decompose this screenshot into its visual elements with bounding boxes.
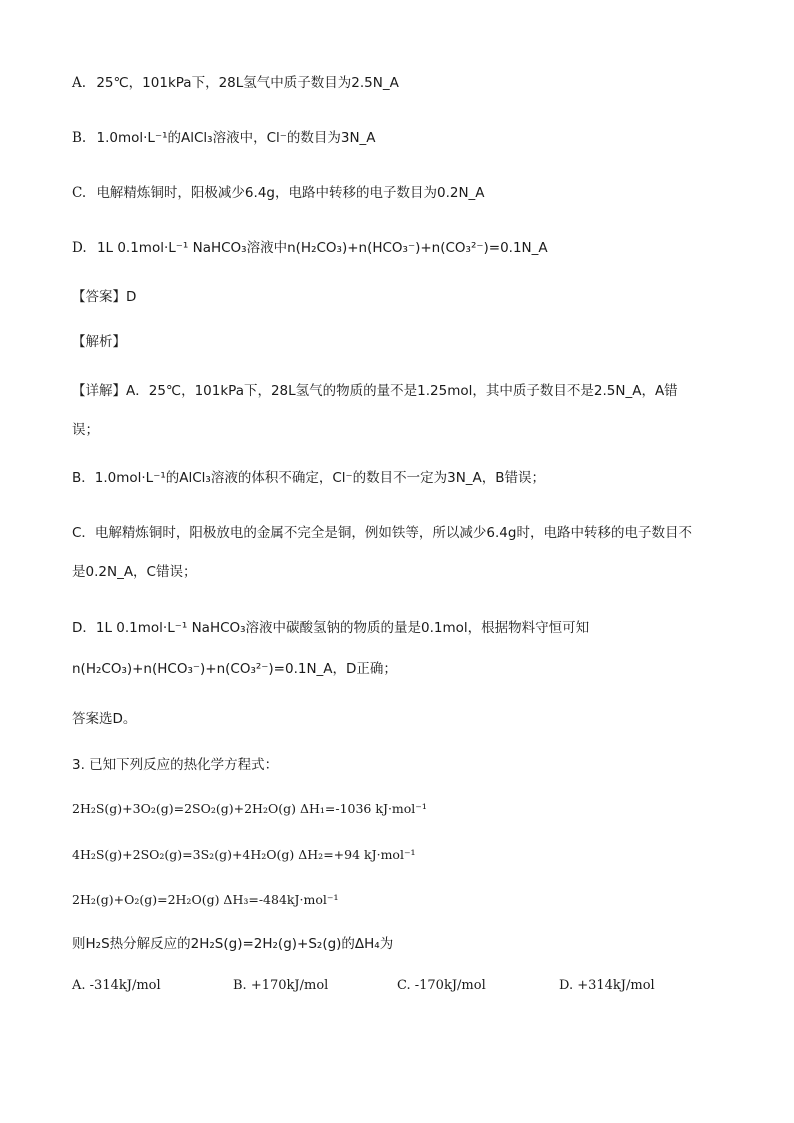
question3-choices	[72, 978, 712, 998]
detail-c-line1: C．电解精炼铜时，阳极放电的金属不完全是铜，例如铁等，所以减少6.4g时，电路中转移的电子数目不	[72, 525, 692, 541]
detail-a-line1: 【详解】A．25℃，101kPa下，28L氢气的物质的量不是1.25mol，其中质子数目不是2.5N_A，A错	[72, 383, 678, 399]
question3-ask: 则H₂S热分解反应的2H₂S(g)=2H₂(g)+S₂(g)的ΔH₄为	[72, 936, 394, 952]
detail-d-line1: D．1L 0.1mol·L⁻¹ NaHCO₃溶液中碳酸氢钠的物质的量是0.1mol，根据物料守恒可知	[72, 620, 590, 636]
detail-c-line2: 是0.2N_A，C错误；	[72, 564, 197, 580]
option-d-label: D.	[72, 240, 87, 256]
conclusion: 答案选D。	[72, 711, 137, 727]
option-c-label: C.	[72, 185, 87, 201]
equation-3: 2H₂(g)+O₂(g)=2H₂O(g) ΔH₃=-484kJ·mol⁻¹	[72, 892, 339, 907]
option-c	[72, 183, 734, 203]
detail-b: B．1.0mol·L⁻¹的AlCl₃溶液的体积不确定，Cl⁻的数目不一定为3N_A，B错误；	[72, 470, 546, 486]
detail-a-line2: 误；	[72, 422, 99, 438]
equation-1: 2H₂S(g)+3O₂(g)=2SO₂(g)+2H₂O(g) ΔH₁=-1036 kJ·mol⁻¹	[72, 801, 427, 816]
option-b	[72, 128, 734, 148]
option-a-label: A.	[72, 75, 87, 91]
choice-a: A. -314kJ/mol	[72, 978, 161, 993]
choice-d: D. +314kJ/mol	[559, 978, 655, 993]
option-b-text: 1.0mol·L⁻¹的AlCl₃溶液中，Cl⁻的数目为3N_A	[96, 130, 376, 146]
option-a-text: 25℃，101kPa下，28L氢气中质子数目为2.5N_A	[96, 75, 399, 91]
option-c-text: 电解精炼铜时，阳极减少6.4g，电路中转移的电子数目为0.2N_A	[96, 185, 485, 201]
option-d	[72, 238, 734, 258]
equation-2: 4H₂S(g)+2SO₂(g)=3S₂(g)+4H₂O(g) ΔH₂=+94 kJ·mol⁻¹	[72, 847, 416, 862]
analysis-heading: 【解析】	[72, 334, 126, 350]
choice-b: B. +170kJ/mol	[233, 978, 329, 993]
answer-line: 【答案】D	[72, 289, 137, 305]
option-d-text: 1L 0.1mol·L⁻¹ NaHCO₃溶液中n(H₂CO₃)+n(HCO₃⁻)+n(CO₃²⁻)=0.1N_A	[96, 240, 548, 256]
choice-c: C. -170kJ/mol	[397, 978, 486, 993]
detail-d-line2: n(H₂CO₃)+n(HCO₃⁻)+n(CO₃²⁻)=0.1N_A，D正确；	[72, 661, 397, 677]
option-a	[72, 73, 734, 93]
question3-stem: 3. 已知下列反应的热化学方程式：	[72, 757, 279, 773]
option-b-label: B.	[72, 130, 87, 146]
